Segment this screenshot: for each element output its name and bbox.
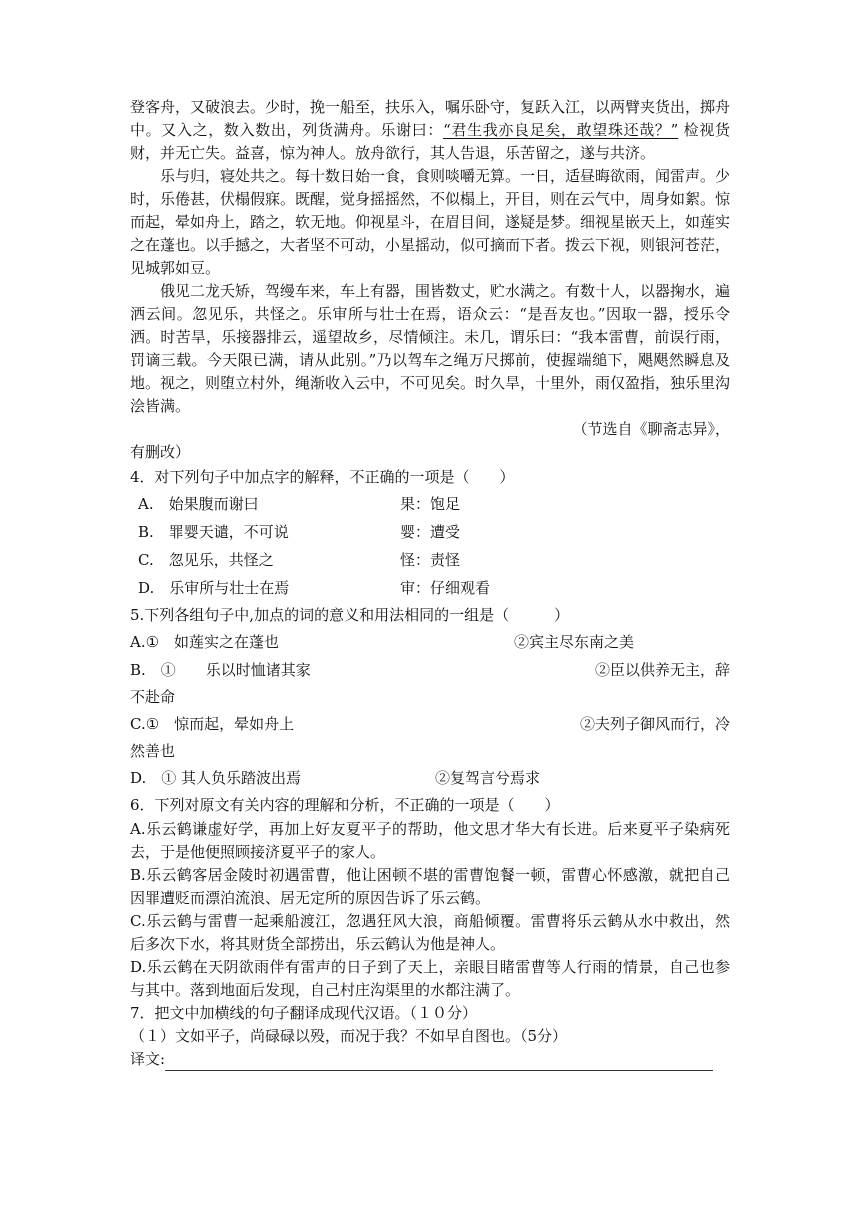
answer-line (130, 1048, 730, 1071)
option-gloss: 怪：责怪 (400, 551, 461, 569)
question-4-stem: 4．对下列句子中加点字的解释，不正确的一项是（ ） (130, 468, 515, 486)
option-text: ②臣以供养无主，辞 (594, 661, 730, 679)
question-5-stem: 5.下列各组句子中,加点的词的意义和用法相同的一组是（ ） (130, 606, 570, 624)
option-text: ②复驾言兮焉求 (434, 769, 540, 787)
question-4-option-c (130, 546, 730, 574)
option-text: ②宾主尽东南之美 (513, 633, 634, 651)
source-note: （节选自《聊斋志异》， (572, 420, 730, 438)
question-4-option-b (130, 518, 730, 546)
question-7-sub-1: （１）文如平子，尚碌碌以殁，而况于我？不如早自图也。（5分） (130, 1027, 568, 1045)
question-7-stem: 7．把文中加横线的句子翻译成现代汉语。（１０分） (130, 1004, 478, 1022)
passage-text: 检视货财，并无亡失。益喜，惊为神人。放舟欲行，其人告退，乐苦留之，遂与共济。 (130, 121, 730, 162)
question-6-option-b: B.乐云鹤客居金陵时初遇雷曹，他让困顿不堪的雷曹饱餐一顿，雷曹心怀感激，就把自己因罪遭贬而漂泊流浪、居无定所的原因告诉了乐云鹤。 (130, 866, 730, 907)
question-5-option-a (130, 628, 730, 656)
passage-paragraph-3: 俄见二龙夭矫，驾缦车来，车上有器，围皆数丈，贮水满之。有数十人，以器掬水，遍洒云间。忽见乐，共怪之。乐审所与壮士在焉，语众云：“是吾友也。”因取一器，授乐令洒。时苦旱，乐接器排云，遥望故乡，尽情倾注。未几，谓乐曰：“我本雷曹，前误行雨，罚谪三载。今天限已满，请从此别。”乃以驾车之绳万尺掷前，使握端缒下，飓飓然瞬息及地。视之，则堕立村外，绳渐收入云中，不可见矣。时久旱，十里外，雨仅盈指，独乐里沟浍皆满。 (130, 282, 731, 415)
option-text: D. ① 其人负乐踏波出焉 (130, 769, 302, 787)
question-5-option-b-cont: 不赴命 (130, 688, 176, 706)
passage-text: 登客舟，又破浪去。少时，挽一船至，扶乐入，嘱乐卧守，复跃入江，以两臂夹货出，掷舟中。又入之，数入数出，列货满舟。乐谢曰： (130, 98, 731, 139)
option-text: ②夫列子御风而行，冷 (579, 715, 730, 733)
underlined-quote: “君生我亦良足矣，敢望珠还哉？” (443, 121, 679, 139)
option-text: D. 乐审所与壮士在焉 (138, 579, 290, 597)
question-4-option-a (130, 490, 730, 518)
option-text: A. 始果腹而谢曰 (138, 495, 259, 513)
question-5-option-c-cont: 然善也 (130, 742, 176, 760)
question-6-option-a: A.乐云鹤谦虚好学，再加上好友夏平子的帮助，他文思才华大有长进。后来夏平子染病死去，于是他便照顾接济夏平子的家人。 (130, 820, 730, 861)
answer-label: 译文: (130, 1050, 166, 1068)
source-note-tail: 有删改） (130, 443, 191, 461)
question-4-option-d (130, 574, 730, 602)
passage-paragraph-2: 乐与归，寝处共之。每十数日始一食，食则啖嚼无算。一日，适昼晦欲雨，闻雷声。少时，乐倦甚，伏榻假寐。既醒，觉身摇摇然，不似榻上，开目，则在云气中，周身如絮。惊而起，晕如舟上，踏之，软无地。仰视星斗，在眉目间，遂疑是梦。细视星嵌天上，如莲实之在蓬也。以手撼之，大者坚不可动，小星摇动，似可摘而下者。拨云下视，则银河苍茫，见城郭如豆。 (130, 167, 731, 277)
question-6-stem: 6．下列对原文有关内容的理解和分析，不正确的一项是（ ） (130, 796, 560, 814)
question-6-option-c: C.乐云鹤与雷曹一起乘船渡江，忽遇狂风大浪，商船倾覆。雷曹将乐云鹤从水中救出，然后多次下水，将其财货全部捞出，乐云鹤认为他是神人。 (130, 912, 730, 953)
option-text: A.① 如莲实之在蓬也 (130, 633, 280, 651)
exam-page (130, 96, 730, 1071)
option-text: C. 忽见乐，共怪之 (138, 551, 274, 569)
question-5-option-c (130, 710, 730, 738)
option-gloss: 果：饱足 (400, 495, 461, 513)
question-6-option-d: D.乐云鹤在天阴欲雨伴有雷声的日子到了天上，亲眼目睹雷曹等人行雨的情景，自己也参与其中。落到地面后发现，自己村庄沟渠里的水都注满了。 (130, 958, 730, 999)
passage-paragraph-1 (130, 96, 730, 165)
answer-blank[interactable] (165, 1055, 713, 1071)
option-text: B. ① 乐以时恤诸其家 (130, 661, 311, 679)
question-5-option-d (130, 764, 730, 792)
option-text: C.① 惊而起，晕如舟上 (130, 715, 295, 733)
option-gloss: 审：仔细观看 (400, 579, 491, 597)
option-text: B. 罪婴天谴，不可说 (138, 523, 289, 541)
option-gloss: 婴：遭受 (400, 523, 461, 541)
question-5-option-b (130, 656, 730, 684)
